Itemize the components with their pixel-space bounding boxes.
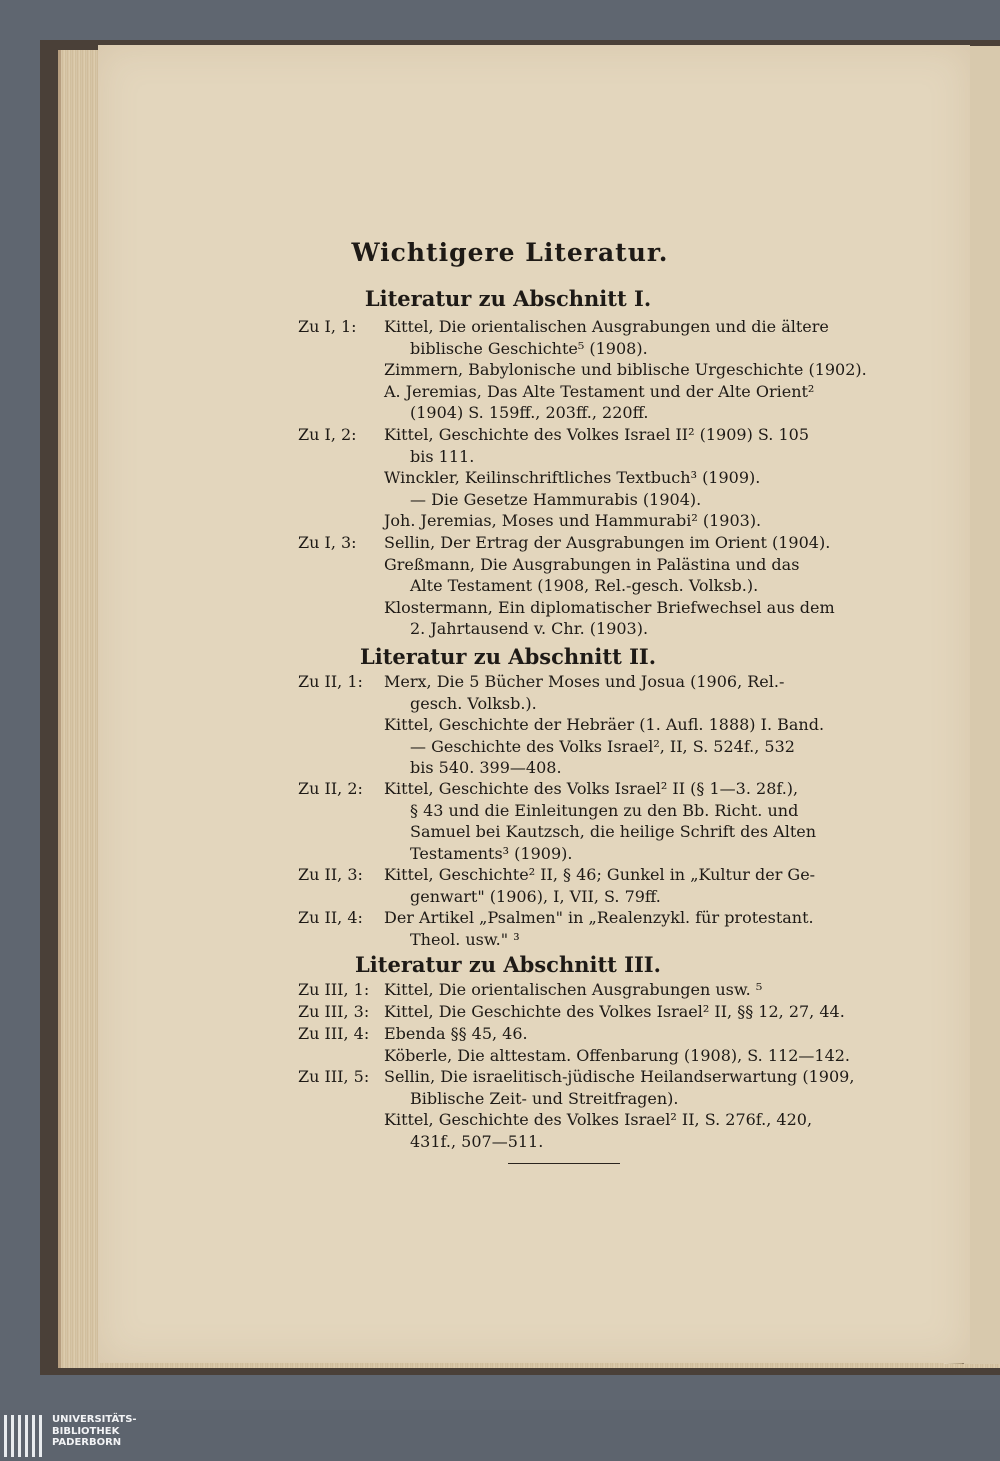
entry-line: Winckler, Keilinschriftliches Textbuch³ (1909).	[384, 468, 761, 488]
entry-label: Zu II, 3:	[298, 865, 363, 884]
entry-label: Zu III, 5:	[298, 1067, 370, 1086]
entry-line: Köberle, Die alttestam. Offenbarung (1908), S. 112—142.	[384, 1045, 851, 1065]
entry-line: Zimmern, Babylonische und biblische Urgeschichte (1902).	[384, 360, 867, 380]
entry-line: (1904) S. 159ff., 203ff., 220ff.	[410, 403, 649, 423]
entry-line: Kittel, Geschichte des Volks Israel² II (§ 1—3. 28f.),	[384, 779, 799, 798]
library-footer	[0, 1410, 1000, 1461]
section-title-2: Literatur zu Abschnitt II.	[359, 644, 657, 669]
entry-label: Zu III, 4:	[298, 1024, 370, 1043]
section-title-1: Literatur zu Abschnitt I.	[364, 286, 652, 311]
entry-line: Sellin, Die israelitisch-jüdische Heilandserwartung (1909,	[384, 1067, 855, 1086]
entry-line: A. Jeremias, Das Alte Testament und der Alte Orient²	[384, 381, 815, 401]
entry-label: Zu I, 1:	[298, 317, 357, 336]
library-logo-icon	[4, 1415, 44, 1457]
entry-line: Testaments³ (1909).	[410, 843, 573, 863]
entry-line: Samuel bei Kautzsch, die heilige Schrift des Alten	[410, 822, 817, 842]
entry-line: Kittel, Die Geschichte des Volkes Israel² II, §§ 12, 27, 44.	[384, 1002, 845, 1021]
entry-line: bis 111.	[410, 446, 475, 466]
entry-line: gesch. Volksb.).	[410, 693, 537, 713]
entry-line: genwart" (1906), I, VII, S. 79ff.	[410, 886, 661, 906]
entry-line: Ebenda §§ 45, 46.	[384, 1024, 528, 1043]
entry-label: Zu I, 3:	[298, 533, 357, 552]
entry-line: Kittel, Geschichte² II, § 46; Gunkel in „Kultur der Ge-	[384, 865, 816, 884]
closing-rule	[508, 1163, 620, 1164]
entry-line: Kittel, Die orientalischen Ausgrabungen usw. ⁵	[384, 980, 763, 999]
entry-label: Zu II, 1:	[298, 672, 363, 691]
entry-line: bis 540. 399—408.	[410, 758, 562, 778]
page-title: Wichtigere Literatur.	[351, 238, 669, 267]
library-name-line: UNIVERSITÄTS-	[52, 1414, 137, 1425]
entry-line: Theol. usw." ³	[410, 929, 520, 949]
entry-label: Zu II, 2:	[298, 779, 363, 798]
entry-label: Zu III, 1:	[298, 980, 370, 999]
entry-line: Kittel, Geschichte des Volkes Israel II² (1909) S. 105	[384, 425, 810, 444]
entry-line: Greßmann, Die Ausgrabungen in Palästina und das	[384, 554, 800, 574]
entry-line: Merx, Die 5 Bücher Moses und Josua (1906, Rel.-	[384, 672, 785, 691]
entry-line: Kittel, Geschichte des Volkes Israel² II, S. 276f., 420,	[384, 1110, 813, 1130]
library-name-line: BIBLIOTHEK	[52, 1425, 120, 1437]
entry-line: Sellin, Der Ertrag der Ausgrabungen im Orient (1904).	[384, 533, 831, 552]
entry-line: § 43 und die Einleitungen zu den Bb. Richt. und	[410, 800, 799, 820]
entry-line: biblische Geschichte⁵ (1908).	[410, 338, 648, 358]
entry-line: Klostermann, Ein diplomatischer Briefwechsel aus dem	[384, 597, 835, 617]
entry-line: — Geschichte des Volks Israel², II, S. 524f., 532	[410, 736, 795, 756]
entry-line: Alte Testament (1908, Rel.-gesch. Volksb.).	[410, 576, 759, 596]
entry-line: Biblische Zeit- und Streitfragen).	[410, 1088, 679, 1108]
library-name	[52, 1414, 137, 1449]
entry-label: Zu I, 2:	[298, 425, 357, 444]
entry-line: Kittel, Geschichte der Hebräer (1. Aufl. 1888) I. Band.	[384, 715, 825, 735]
entry-label: Zu III, 3:	[298, 1002, 370, 1021]
entry-line: Kittel, Die orientalischen Ausgrabungen und die ältere	[384, 317, 829, 336]
entry-line: 2. Jahrtausend v. Chr. (1903).	[410, 619, 649, 639]
section-title-3: Literatur zu Abschnitt III.	[355, 952, 661, 977]
library-name-line: PADERBORN	[52, 1437, 122, 1448]
entry-label: Zu II, 4:	[298, 908, 363, 927]
entry-line: Joh. Jeremias, Moses und Hammurabi² (1903).	[384, 511, 762, 531]
entry-line: 431f., 507—511.	[410, 1131, 544, 1151]
entry-line: — Die Gesetze Hammurabis (1904).	[410, 489, 702, 509]
entry-line: Der Artikel „Psalmen" in „Realenzykl. für protestant.	[384, 908, 814, 927]
